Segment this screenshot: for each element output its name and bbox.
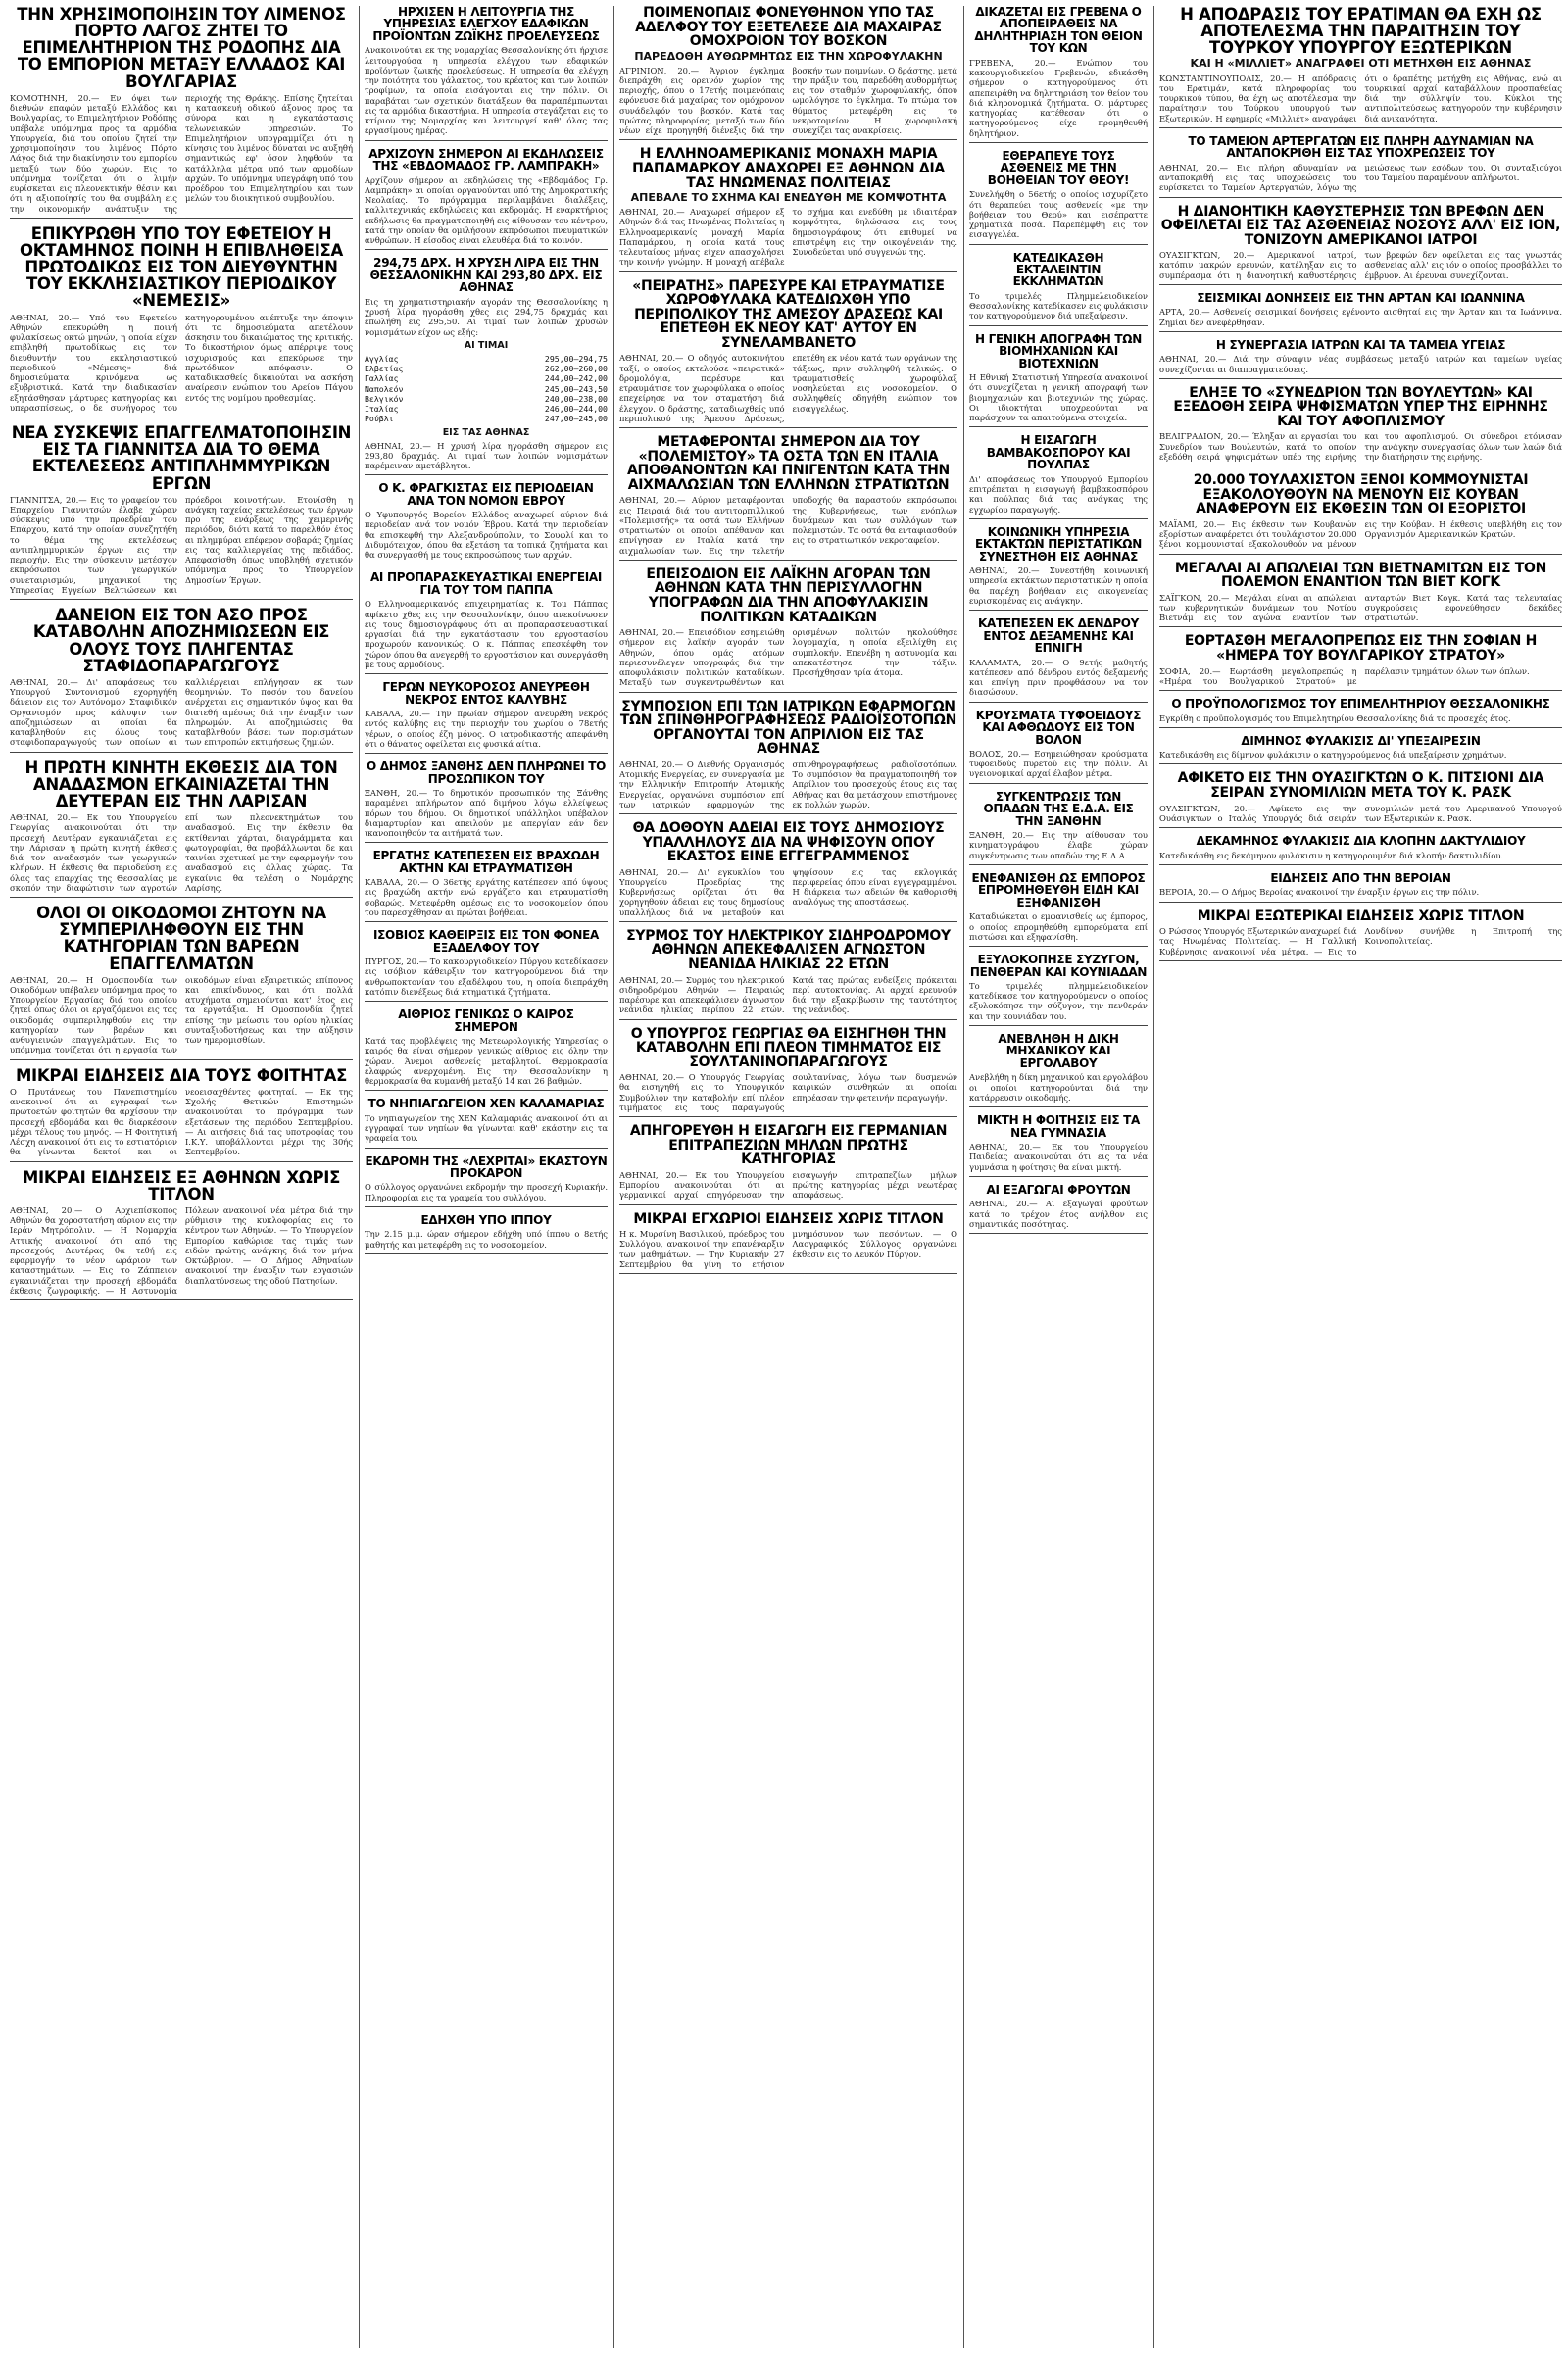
article <box>365 850 608 922</box>
article <box>10 905 353 1060</box>
price-value: 247,00—245,00 <box>544 414 608 424</box>
article-divider <box>365 1001 608 1002</box>
article-headline: ΑΙ ΕΞΑΓΩΓΑΙ ΦΡΟΥΤΩΝ <box>986 1182 1131 1197</box>
article-divider <box>969 946 1148 947</box>
column-rule <box>963 6 964 2348</box>
article-divider <box>969 426 1148 427</box>
article-divider <box>365 753 608 754</box>
article <box>10 1067 353 1162</box>
article-divider <box>365 921 608 922</box>
article-headline: ΑΙΘΡΙΟΣ ΓΕΝΙΚΩΣ Ο ΚΑΙΡΟΣ ΣΗΜΕΡΟΝ <box>398 1007 574 1034</box>
article <box>619 821 957 922</box>
article <box>619 929 957 1020</box>
article-body: Δι' αποφάσεως του Υπουργού Εμπορίου επιτρέπεται η εισαγωγή βαμβακοσπόρου και πούλπας διά τας ανάγκας της εγχωρίου παραγωγής. <box>969 473 1148 515</box>
article-headline: 20.000 ΤΟΥΛΑΧΙΣΤΟΝ ΞΕΝΟΙ ΚΟΜΜΟΥΝΙΣΤΑΙ ΕΞΑΚΟΛΟΥΘΟΥΝ ΝΑ ΜΕΝΟΥΝ ΕΙΣ ΚΟΥΒΑΝ ΑΝΑΦΕΡΟΥΝ ΕΙΣ ΕΚΘΕΣΙΝ ΤΩΝ ΟΙ ΕΞΟΡΙΣΤΟΙ <box>1193 472 1529 517</box>
article-body: Εγκρίθη ο προϋπολογισμός του Επιμελητηρίου Θεσσαλονίκης διά το προσεχές έτος. <box>1159 712 1511 723</box>
article-subheadline: ΚΑΙ Η «ΜΙΛΛΙΕΤ» ΑΝΑΓΡΑΦΕΙ ΟΤΙ ΜΕΤΗΧΘΗ ΕΙΣ ΑΘΗΝΑΣ <box>1190 57 1532 71</box>
column-1 <box>10 6 353 2348</box>
article-body: ΑΘΗΝΑΙ, 20.— Συνεστήθη κοινωνική υπηρεσία εκτάκτων περιστατικών η οποία θα παρέχη βοήθειαν εις οικογενείας ευρισκομένας εις ανάγκην. <box>969 565 1148 606</box>
article-headline: Η ΕΛΛΗΝΟΑΜΕΡΙΚΑΝΙΣ ΜΟΝΑΧΗ ΜΑΡΙΑ ΠΑΠΑΜΑΡΚΟΥ ΑΝΑΧΩΡΕΙ ΕΞ ΑΘΗΝΩΝ ΔΙΑ ΤΑΣ ΗΝΩΜΕΝΑΣ ΠΟΛΙΤΕΙΑΣ <box>632 146 945 191</box>
article <box>1159 835 1562 865</box>
article-body: Αρχίζουν σήμερον αι εκδηλώσεις της «Εβδομάδος Γρ. Λαμπράκη» αι οποίαι οργανούνται υπό της Δημοκρατικής Νεολαίας. Το πρόγραμμα περιλαμβάνει διαλέξεις, καλλιτεχνικάς εκδηλώσεις και εκδρομάς. Η εναρκτήριος εκδήλωσις θα πραγματοποιηθή εις αίθουσαν του κέντρου, κατά την οποίαν θα ομιλήσουν εκπρόσωποι πνευματικών ανθρώπων. Η είσοδος είναι ελευθέρα διά το κοινόν. <box>365 174 608 246</box>
article-body: ΑΘΗΝΑΙ, 20.— Εκ του Υπουργείου Γεωργίας ανακοινούται ότι την προσεχή Δευτέραν εγκαινιάζεται εις την Λάρισαν η πρώτη κινητή έκθεσις διά τον αναδασμόν των γεωργικών κλήρων. Η έκθεσις θα περιοδεύση εις όλας τας επαρχίας της Θεσσαλίας με σκοπόν την διαφώτισιν των αγροτών επί των πλεονεκτημάτων του αναδασμού. Εις την έκθεσιν θα εκτίθενται χάρται, διαγράμματα και φωτογραφίαι, θα προβάλλωνται δε και ταινίαι σχετικαί με την εφαρμογήν του αναδασμού εις άλλας χώρας. Τα εγκαίνια θα τελέση ο Νομάρχης Λαρίσης. <box>10 812 353 893</box>
article-headline: Η ΓΕΝΙΚΗ ΑΠΟΓΡΑΦΗ ΤΩΝ ΒΙΟΜΗΧΑΝΙΩΝ ΚΑΙ ΒΙΟΤΕΧΝΙΩΝ <box>975 331 1142 370</box>
article <box>969 954 1148 1026</box>
article-body: ΑΡΤΑ, 20.— Ασθενείς σεισμικαί δονήσεις εγένοντο αισθηταί εις την Άρταν και τα Ιωάννινα. Ζημίαι δεν ανεφέρθησαν. <box>1159 307 1562 327</box>
article-divider <box>969 702 1148 703</box>
article <box>619 567 957 693</box>
article-headline: ΣΥΓΚΕΝΤΡΩΣΙΣ ΤΩΝ ΟΠΑΔΩΝ ΤΗΣ Ε.Δ.Α. ΕΙΣ ΤΗΝ ΞΑΝΘΗΝ <box>983 789 1134 828</box>
article-divider <box>365 673 608 674</box>
article <box>619 1212 957 1275</box>
article <box>365 482 608 564</box>
article-body: ΞΑΝΘΗ, 20.— Το δημοτικόν προσωπικόν της Ξάνθης παραμένει απλήρωτον από διμήνου λόγω ελλείψεως πόρων του δήμου. Οι δημοτικοί υπάλληλοι υπέβαλον διαμαρτυρίαν και απειλούν με απεργίαν εάν δεν ικανοποιηθούν τα αιτήματά των. <box>365 788 608 838</box>
article-headline: Η ΠΡΩΤΗ ΚΙΝΗΤΗ ΕΚΘΕΣΙΣ ΔΙΑ ΤΟΝ ΑΝΑΔΑΣΜΟΝ ΕΓΚΑΙΝΙΑΖΕΤΑΙ ΤΗΝ ΔΕΥΤΕΡΑΝ ΕΙΣ ΤΗΝ ΛΑΡΙΣΑΝ <box>24 758 338 810</box>
article-headline: ΔΙΚΑΖΕΤΑΙ ΕΙΣ ΓΡΕΒΕΝΑ Ο ΑΠΟΠΕΙΡΑΘΕΙΣ ΝΑ ΔΗΛΗΤΗΡΙΑΣΗ ΤΟΝ ΘΕΙΟΝ ΤΟΥ ΚΩΝ <box>974 6 1143 56</box>
article-body: ΑΘΗΝΑΙ, 20.— Ο Υπουργός Γεωργίας θα εισηγηθή εις το Υπουργικόν Συμβούλιον την καταβολήν επί πλέον τιμήματος εις τους παραγωγούς σουλτανίνας, λόγω των δυσμενών καιρικών συνθηκών αι οποίαι επηρέασαν την φετεινήν παραγωγήν. <box>619 1072 957 1112</box>
article-divider <box>1159 763 1562 764</box>
article <box>969 710 1148 784</box>
article-headline: ΜΙΚΡΑΙ ΕΞΩΤΕΡΙΚΑΙ ΕΙΔΗΣΕΙΣ ΧΩΡΙΣ ΤΙΤΛΟΝ <box>1197 907 1525 924</box>
price-value: 240,00—238,00 <box>544 393 608 404</box>
article-body: ΞΑΝΘΗ, 20.— Εις την αίθουσαν του κινηματογράφου έλαβε χώραν συγκέντρωσις των οπαδών της Ε.Δ.Α. <box>969 830 1148 860</box>
article-headline: ΤΗΝ ΧΡΗΣΙΜΟΠΟΙΗΣΙΝ ΤΟΥ ΛΙΜΕΝΟΣ ΠΟΡΤΟ ΛΑΓΟΣ ΖΗΤΕΙ ΤΟ ΕΠΙΜΕΛΗΤΗΡΙΟΝ ΤΗΣ ΡΟΔΟΠΗΣ ΔΙΑ ΤΟ ΕΜΠΟΡΙΟΝ ΜΕΤΑΞΥ ΕΛΛΑΔΟΣ ΚΑΙ ΒΟΥΛΓΑΡΙΑΣ <box>17 6 346 91</box>
article-headline: ΕΛΗΞΕ ΤΟ «ΣΥΝΕΔΡΙΟΝ ΤΩΝ ΒΟΥΛΕΥΤΩΝ» ΚΑΙ ΕΞΕΔΟΘΗ ΣΕΙΡΑ ΨΗΦΙΣΜΑΤΩΝ ΥΠΕΡ ΤΗΣ ΕΙΡΗΝΗΣ ΚΑΙ ΤΟΥ ΑΦΟΠΛΙΣΜΟΥ <box>1173 384 1548 429</box>
price-row <box>365 364 608 373</box>
article-divider <box>10 599 353 600</box>
article-divider <box>1159 902 1562 903</box>
article-headline: Ο Κ. ΦΡΑΓΚΙΣΤΑΣ ΕΙΣ ΠΕΡΙΟΔΕΙΑΝ ΑΝΑ ΤΟΝ ΝΟΜΟΝ ΕΒΡΟΥ <box>378 481 594 508</box>
article-body: ΑΘΗΝΑΙ, 20.— Αι εξαγωγαί φρούτων κατά το τρέχον έτος ανήλθον εις σημαντικάς ποσότητας. <box>969 1199 1148 1229</box>
article-headline: Ο ΥΠΟΥΡΓΟΣ ΓΕΩΡΓΙΑΣ ΘΑ ΕΙΣΗΓΗΘΗ ΤΗΝ ΚΑΤΑΒΟΛΗΝ ΕΠΙ ΠΛΕΟΝ ΤΙΜΗΜΑΤΟΣ ΕΙΣ ΣΟΥΛΤΑΝΙΝΟΠΑΡΑΓΩΓΟΥΣ <box>630 1025 947 1070</box>
article-headline: 294,75 ΔΡΧ. Η ΧΡΥΣΗ ΛΙΡΑ ΕΙΣ ΤΗΝ ΘΕΣΣΑΛΟΝΙΚΗΝ ΚΑΙ 293,80 ΔΡΧ. ΕΙΣ ΑΘΗΝΑΣ <box>369 256 603 295</box>
newspaper-page <box>10 6 1562 2348</box>
article-headline: ΕΟΡΤΑΣΘΗ ΜΕΓΑΛΟΠΡΕΠΩΣ ΕΙΣ ΤΗΝ ΣΟΦΙΑΝ Η «ΗΜΕΡΑ ΤΟΥ ΒΟΥΛΓΑΡΙΚΟΥ ΣΤΡΑΤΟΥ» <box>1184 633 1538 663</box>
article-headline: ΕΠΙΚΥΡΩΘΗ ΥΠΟ ΤΟΥ ΕΦΕΤΕΙΟΥ Η ΟΚΤΑΜΗΝΟΣ ΠΟΙΝΗ Η ΕΠΙΒΛΗΘΕΙΣΑ ΠΡΩΤΟΔΙΚΩΣ ΕΙΣ ΤΟΝ ΔΙΕΥΘΥΝΤΗΝ ΤΟΥ ΕΚΚΛΗΣΙΑΣΤΙΚΟΥ ΠΕΡΙΟΔΙΚΟΥ «ΝΕΜΕΣΙΣ» <box>20 223 343 311</box>
article-headline: ΓΕΡΩΝ ΝΕΥΚΟΡΟΣΟΣ ΑΝΕΥΡΕΘΗ ΝΕΚΡΟΣ ΕΝΤΟΣ ΚΑΛΥΒΗΣ <box>382 680 590 707</box>
article-body: Την 2.15 μ.μ. ώραν σήμερον εδήχθη υπό ίππου ο 8ετής μαθητής και μετεφέρθη εις το νοσοκομείον. <box>365 1229 608 1250</box>
article-divider <box>365 474 608 475</box>
article-divider <box>969 1025 1148 1026</box>
article-body: ΑΘΗΝΑΙ, 20.— Συρμός του ηλεκτρικού σιδηροδρόμου Αθηνών — Πειραιώς παρέσυρε και απεκεφάλισεν άγνωστον νεάνιδα ηλικίας περίπου 22 ετών. Κατά τας πρώτας ενδείξεις πρόκειται περί αυτοκτονίας. Αι αρχαί ερευνούν διά την εξακρίβωσιν της ταυτότητος της νεάνιδος. <box>619 974 957 1015</box>
article-divider <box>619 1204 957 1205</box>
article-headline: Η ΑΠΟΔΡΑΣΙΣ ΤΟΥ ΕΡΑΤΙΜΑΝ ΘΑ ΕΧΗ ΩΣ ΑΠΟΤΕΛΕΣΜΑ ΤΗΝ ΠΑΡΑΙΤΗΣΙΝ ΤΟΥ ΤΟΥΡΚΟΥ ΥΠΟΥΡΓΟΥ ΕΞΩΤΕΡΙΚΩΝ <box>1180 6 1542 58</box>
article <box>619 435 957 561</box>
article <box>1159 634 1562 691</box>
article-headline: ΘΑ ΔΟΘΟΥΝ ΑΔΕΙΑΙ ΕΙΣ ΤΟΥΣ ΔΗΜΟΣΙΟΥΣ ΥΠΑΛΛΗΛΟΥΣ ΔΙΑ ΝΑ ΨΗΦΙΣΟΥΝ ΟΠΟΥ ΕΚΑΣΤΟΣ ΕΙΝΕ ΕΓΓΕΓΡΑΜΜΕΝΟΣ <box>632 820 945 865</box>
article-headline: ΚΑΤΕΠΕΣΕΝ ΕΚ ΔΕΝΔΡΟΥ ΕΝΤΟΣ ΔΕΞΑΜΕΝΗΣ ΚΑΙ ΕΠΝΙΓΗ <box>978 616 1139 656</box>
article <box>969 434 1148 518</box>
article-divider <box>969 244 1148 245</box>
article-headline: ΔΙΜΗΝΟΣ ΦΥΛΑΚΙΣΙΣ ΔΙ' ΥΠΕΞΑΙΡΕΣΙΝ <box>1241 733 1481 748</box>
article <box>619 1124 957 1204</box>
column-rule <box>613 6 614 2348</box>
article-body: ΑΘΗΝΑΙ, 20.— Εκ του Υπουργείου Παιδείας ανακοινούται ότι εις τα νέα γυμνάσια η φοίτησις θα είναι μικτή. <box>969 1142 1148 1172</box>
article-divider <box>10 752 353 753</box>
price-coin-name: Αγγλίας <box>365 353 399 364</box>
article-divider <box>619 1116 957 1117</box>
article-headline: ΑΠΗΓΟΡΕΥΘΗ Η ΕΙΣΑΓΩΓΗ ΕΙΣ ΓΕΡΜΑΝΙΑΝ ΕΠΙΤΡΑΠΕΖΙΩΝ ΜΗΛΩΝ ΠΡΩΤΗΣ ΚΑΤΗΓΟΡΙΑΣ <box>629 1123 948 1168</box>
article-headline: Η ΣΥΝΕΡΓΑΣΙΑ ΙΑΤΡΩΝ ΚΑΙ ΤΑ ΤΑΜΕΙΑ ΥΓΕΙΑΣ <box>1215 337 1506 352</box>
article-divider <box>619 1019 957 1020</box>
article-body: ΑΘΗΝΑΙ, 20.— Η Ομοσπονδία των Οικοδόμων υπέβαλεν υπόμνημα προς το Υπουργείον Εργασίας διά του οποίου ζητεί όπως όλοι οι εργαζόμενοι εις τας οικοδομάς συμπεριληφθούν εις την κατηγορίαν των βαρέων και ανθυγιεινών επαγγελμάτων. Εις το υπόμνημα τονίζεται ότι η εργασία των οικοδόμων είναι εξαιρετικώς επίπονος και επικίνδυνος, και ότι πολλά ατυχήματα σημειούνται κατ' έτος εις τα εργοτάξια. Η Ομοσπονδία ζητεί επίσης την μείωσιν του ορίου ηλικίας συνταξιοδοτήσεως και την αύξησιν των ημερομισθίων. <box>10 974 353 1055</box>
article <box>969 617 1148 702</box>
article <box>365 6 608 141</box>
price-value: 295,00—294,75 <box>544 353 608 364</box>
price-coin-name: Ρούβλι <box>365 414 394 424</box>
article <box>1159 473 1562 554</box>
article <box>969 150 1148 245</box>
article <box>969 252 1148 326</box>
article-divider <box>1159 554 1562 555</box>
article-headline: ΚΡΟΥΣΜΑΤΑ ΤΥΦΟΕΙΔΟΥΣ ΚΑΙ ΑΦΘΩΔΟΥΣ ΕΙΣ ΤΟΝ ΒΟΛΟΝ <box>975 708 1142 747</box>
price-coin-name: Ναπολεόν <box>365 383 404 394</box>
article-divider <box>10 1299 353 1300</box>
article <box>365 1008 608 1091</box>
price-value: 246,00—244,00 <box>544 404 608 414</box>
article <box>969 791 1148 865</box>
article <box>1159 6 1562 128</box>
article-headline: ΤΟ ΝΗΠΙΑΓΩΓΕΙΟΝ ΧΕΝ ΚΑΛΑΜΑΡΙΑΣ <box>368 1097 605 1111</box>
article-divider <box>969 325 1148 326</box>
article-body: ΒΕΛΙΓΡΑΔΙΟΝ, 20.— Έληξαν αι εργασίαι του Συνεδρίου των Βουλευτών, κατά το οποίον εξεδόθη σειρά ψηφισμάτων υπέρ της ειρήνης και του αφοπλισμού. Οι σύνεδροι ετόνισαν την ανάγκην συνεργασίας όλων των λαών διά την διατήρησιν της ειρήνης. <box>1159 431 1562 462</box>
article-headline: ΔΕΚΑΜΗΝΟΣ ΦΥΛΑΚΙΣΙΣ ΔΙΑ ΚΛΟΠΗΝ ΔΑΚΤΥΛΙΔΙΟΥ <box>1196 834 1526 849</box>
price-coin-name: Βελγικόν <box>365 393 404 404</box>
article-headline: ΜΙΚΤΗ Η ΦΟΙΤΗΣΙΣ ΕΙΣ ΤΑ ΝΕΑ ΓΥΜΝΑΣΙΑ <box>976 1113 1141 1140</box>
article <box>619 6 957 140</box>
column-rule <box>359 6 360 2348</box>
article-divider <box>10 1161 353 1162</box>
article-headline: ΕΞΥΛΟΚΟΠΗΣΕ ΣΥΖΥΓΟΝ, ΠΕΝΘΕΡΑΝ ΚΑΙ ΚΟΥΝΙΑΔΑΝ <box>969 953 1148 979</box>
article-headline: ΕΙΔΗΣΕΙΣ ΑΠΟ ΤΗΝ ΒΕΡΟΙΑΝ <box>1270 870 1451 885</box>
price-row <box>365 354 608 364</box>
price-value: 245,00—243,50 <box>544 383 608 394</box>
article-headline: ΝΕΑ ΣΥΣΚΕΨΙΣ ΕΠΑΓΓΕΛΜΑΤΟΠΟΙΗΣΙΝ ΕΙΣ ΤΑ ΓΙΑΝΝΙΤΣΑ ΔΙΑ ΤΟ ΘΕΜΑ ΕΚΤΕΛΕΣΕΩΣ ΑΝΤΙΠΛΗΜΜΥΡΙΚΩΝ ΕΡΓΩΝ <box>11 423 352 493</box>
article-divider <box>1159 690 1562 691</box>
article-divider <box>969 1233 1148 1234</box>
article-divider <box>619 692 957 693</box>
article-body: ΚΑΒΑΛΑ, 20.— Ο 36ετής εργάτης κατέπεσεν από ύψους εις βραχώδη ακτήν ενώ εργάζετο και ετραυματίσθη σοβαρώς. Μετεφέρθη αμέσως εις το νοσοκομείον όπου του παρεσχέθησαν αι πρώται βοήθειαι. <box>365 877 608 917</box>
article <box>1159 135 1562 198</box>
article-body: ΚΟΜΟΤΗΝΗ, 20.— Εν όψει των διεθνών επαφών μεταξύ Ελλάδος και Βουλγαρίας, το Επιμελητήριον Ροδόπης υπέβαλε υπόμνημα προς τα αρμόδια Υπουργεία, διά του οποίου ζητεί την χρησιμοποίησιν του λιμένος Πόρτο Λάγος διά την διακίνησιν του εμπορίου μεταξύ των δύο χωρών. Εις το υπόμνημα τονίζεται ότι ο λιμήν ευρίσκεται εις πλεονεκτικήν θέσιν και ότι η αξιοποίησίς του θα συμβάλη εις την οικονομικήν ανάπτυξιν της περιοχής της Θράκης. Επίσης ζητείται η κατασκευή οδικού άξονος προς τα σύνορα και η εγκατάστασις τελωνειακών υπηρεσιών. Το Επιμελητήριον υπογραμμίζει ότι η κίνησις του λιμένος δύναται να αυξηθή σημαντικώς εφ' όσον ληφθούν τα κατάλληλα μέτρα υπό των αρμοδίων αρχών. Το υπόμνημα υπεγράφη υπό του προέδρου του Επιμελητηρίου και των μελών του διοικητικού συμβουλίου. <box>10 92 353 214</box>
article-divider <box>969 1106 1148 1107</box>
article-body: Ο Ρώσσος Υπουργός Εξωτερικών αναχωρεί διά τας Ηνωμένας Πολιτείας. — Η Γαλλική Κυβέρνησις ανακοινοί νέα μέτρα. — Εις το Λονδίνον συνήλθε η Επιτροπή της Κοινοπολιτείας. <box>1159 926 1562 956</box>
article-body: ΑΘΗΝΑΙ, 20.— Επεισόδιον εσημειώθη σήμερον εις λαϊκήν αγοράν των Αθηνών, όπου ομάς ατόμων περιεσυνέλεγεν υπογραφάς διά την αποφυλάκισιν πολιτικών καταδίκων. Μεταξύ των συγκεντρωθέντων και ορισμένων πολιτών ηκολούθησε λογομαχία, η οποία εξειλίχθη εις συμπλοκήν. Επενέβη η αστυνομία και απεκατέστησε την τάξιν. Προσήχθησαν τρία άτομα. <box>619 627 957 688</box>
article-body: ΑΓΡΙΝΙΟΝ, 20.— Άγριον έγκλημα διεπράχθη εις ορεινόν χωρίον της περιοχής, όπου ο 17ετής ποιμενόπαις εφόνευσε διά μαχαίρας τον ομόχρονον συνάδελφόν του βοσκόν. Κατά τας πρώτας πληροφορίας, μεταξύ των δύο νέων είχε προηγηθή διένεξις διά την βοσκήν των ποιμνίων. Ο δράστης, μετά την πράξιν του, παρεδόθη αυθορμήτως εις τον σταθμόν χωροφυλακής, όπου ωμολόγησε το έγκλημα. Το πτώμα του θύματος μετεφέρθη εις το νεκροτομείον. Η χωροφυλακή συνεχίζει τας ανακρίσεις. <box>619 65 957 136</box>
article-body: ΑΘΗΝΑΙ, 20.— Ο Διεθνής Οργανισμός Ατομικής Ενεργείας, εν συνεργασία με την Ελληνικήν Επιτροπήν Ατομικής Ενεργείας, οργανώνει συμπόσιον επί των ιατρικών εφαρμογών της σπινθηρογραφήσεως ραδιοϊσοτόπων. Το συμπόσιον θα πραγματοποιηθή τον Απρίλιον του προσεχούς έτους εις τας Αθήνας και θα μετάσχουν επιστήμονες εκ πολλών χωρών. <box>619 759 957 809</box>
article-divider <box>1159 864 1562 865</box>
column-4 <box>969 6 1148 2348</box>
article-headline: ΜΙΚΡΑΙ ΕΓΧΩΡΙΟΙ ΕΙΔΗΣΕΙΣ ΧΩΡΙΣ ΤΙΤΛΟΝ <box>633 1210 944 1227</box>
article-divider <box>619 139 957 140</box>
article <box>969 872 1148 947</box>
article-body: ΓΙΑΝΝΙΤΣΑ, 20.— Εις το γραφείον του Επαρχείου Γιαννιτσών έλαβε χώραν σύσκεψις υπό την προεδρίαν του Επάρχου, κατά την οποίαν συνεζητήθη το θέμα της εκτελέσεως αντιπλημμυρικών έργων εις την περιοχήν. Εις την σύσκεψιν μετέσχον εκπρόσωποι των γεωργικών συνεταιρισμών, μηχανικοί της Υπηρεσίας Εγγείων Βελτιώσεων και πρόεδροι κοινοτήτων. Ετονίσθη η ανάγκη ταχείας εκτελέσεως των έργων προ της ενάρξεως της χειμερινής περιόδου, διότι κατά το παρελθόν έτος αι πλημμύραι επέφερον σοβαράς ζημίας εις τας καλλιεργείας της πεδιάδος. Απεφασίσθη όπως υποβληθή σχετικόν υπόμνημα προς το Υπουργείον Δημοσίων Έργων. <box>10 494 353 595</box>
article-headline: ΑΦΙΚΕΤΟ ΕΙΣ ΤΗΝ ΟΥΑΣΙΓΚΤΩΝ Ο Κ. ΠΙΤΣΙΟΝΙ ΔΙΑ ΣΕΙΡΑΝ ΣΥΝΟΜΙΛΙΩΝ ΜΕΤΑ ΤΟΥ Κ. ΡΑΣΚ <box>1177 770 1544 802</box>
article <box>1159 909 1562 961</box>
article-body: Ο Υφυπουργός Βορείου Ελλάδος αναχωρεί αύριον διά περιοδείαν ανά τον νομόν Έβρου. Κατά την περιοδείαν θα επισκεφθή την Αλεξανδρούπολιν, το Σουφλί και το Διδυμότειχον, όπου θα εξετάση τα τοπικά ζητήματα και θα συνεργασθή με τους εκπροσώπους των αρχών. <box>365 510 608 561</box>
article-divider <box>619 921 957 922</box>
article-divider <box>1159 727 1562 728</box>
article <box>969 1114 1148 1177</box>
article <box>619 279 957 428</box>
article-body: ΚΑΛΑΜΑΤΑ, 20.— Ο 9ετής μαθητής κατέπεσεν από δένδρου εντός δεξαμενής και επνίγη πριν προφθάσουν να τον διασώσουν. <box>969 657 1148 698</box>
article-divider <box>365 1206 608 1207</box>
article-divider <box>365 140 608 141</box>
article <box>1159 339 1562 379</box>
article-divider <box>1159 626 1562 627</box>
article-body: ΓΡΕΒΕΝΑ, 20.— Ενώπιον του κακουργιοδικείου Γρεβενών, εδικάσθη σήμερον ο κατηγορούμενος ότι απεπειράθη να δηλητηριάση τον θείον του διά κληρονομικά ζητήματα. Οι μάρτυρες κατηγορίας κατέθεσαν ότι ο κατηγορούμενος είχε προμηθευθή δηλητήριον. <box>969 57 1148 138</box>
article-divider <box>365 842 608 843</box>
article-body: ΠΥΡΓΟΣ, 20.— Το κακουργιοδικείον Πύργου κατεδίκασεν εις ισόβιον κάθειρξιν τον κατηγορούμενον διά την ανθρωποκτονίαν του εξαδέλφου του, η οποία διεπράχθη κατόπιν διενέξεως διά κτηματικά ζητήματα. <box>365 956 608 997</box>
article-headline: ΣΕΙΣΜΙΚΑΙ ΔΟΝΗΣΕΙΣ ΕΙΣ ΤΗΝ ΑΡΤΑΝ ΚΑΙ ΙΩΑΝΝΙΝΑ <box>1197 290 1525 305</box>
article-headline: ΕΝΕΦΑΝΙΣΘΗ ΩΣ ΕΜΠΟΡΟΣ ΕΠΡΟΜΗΘΕΥΘΗ ΕΙΔΗ ΚΑΙ ΕΞΗΦΑΝΙΣΘΗ <box>971 870 1146 909</box>
price-coin-name: Ιταλίας <box>365 404 399 414</box>
article-body: Η Εθνική Στατιστική Υπηρεσία ανακοινοί ότι συνεχίζεται η γενική απογραφή των βιομηχανιών και βιοτεχνιών της χώρας. Οι ιδιοκτήται υποχρεούνται να παράσχουν τα απαιτούμενα στοιχεία. <box>969 372 1148 423</box>
article <box>969 1033 1148 1107</box>
article <box>365 1214 608 1254</box>
article-headline: ΜΙΚΡΑΙ ΕΙΔΗΣΕΙΣ ΔΙΑ ΤΟΥΣ ΦΟΙΤΗΤΑΣ <box>15 1065 348 1085</box>
article <box>10 6 353 219</box>
article-body: Το τριμελές πλημμελειοδικείον κατεδίκασε τον κατηγορούμενον ο οποίος εξυλοκόπησε την σύζυγον, την πενθεράν και την κουνιάδαν του. <box>969 980 1148 1021</box>
article-headline: Ο ΠΡΟΫΠΟΛΟΓΙΣΜΟΣ ΤΟΥ ΕΠΙΜΕΛΗΤΗΡΙΟΥ ΘΕΣΣΑΛΟΝΙΚΗΣ <box>1171 697 1550 711</box>
article <box>365 148 608 251</box>
article-divider <box>1159 284 1562 285</box>
article-divider <box>1159 197 1562 198</box>
article <box>619 147 957 271</box>
article <box>1159 771 1562 828</box>
article <box>365 257 608 475</box>
article-body: Το τριμελές Πλημμελειοδικείον Θεσσαλονίκης κατεδίκασεν εις φυλάκισιν τον κατηγορούμενον διά υπεξαίρεσιν. <box>969 290 1148 321</box>
article-body: ΑΘΗΝΑΙ, 20.— Εκ του Υπουργείου Εμπορίου ανακοινούται ότι αι γερμανικαί αρχαί απηγόρευσαν την εισαγωγήν επιτραπεζίων μήλων πρώτης κατηγορίας μέχρι νεωτέρας αποφάσεως. <box>619 1169 957 1201</box>
article <box>969 6 1148 143</box>
price-value: 262,00—260,00 <box>544 364 608 373</box>
article-body: ΜΑΪΑΜΙ, 20.— Εις έκθεσιν των Κουβανών εξορίστων αναφέρεται ότι τουλάχιστον 20.000 ξένοι κομμουνισταί εξακολουθούν να μένουν εις την Κούβαν. Η έκθεσις υπεβλήθη εις τον Οργανισμόν Αμερικανικών Κρατών. <box>1159 518 1562 550</box>
price-row <box>365 404 608 414</box>
article <box>365 1098 608 1148</box>
article-headline: ΕΡΓΑΤΗΣ ΚΑΤΕΠΕΣΕΝ ΕΙΣ ΒΡΑΧΩΔΗ ΑΚΤΗΝ ΚΑΙ ΕΤΡΑΥΜΑΤΙΣΘΗ <box>372 849 600 875</box>
article-body: ΑΘΗΝΑΙ, 20.— Αναχωρεί σήμερον εξ Αθηνών διά τας Ηνωμένας Πολιτείας η Ελληνοαμερικανίς μοναχή Μαρία Παπαμάρκου, η οποία κατά τους τελευταίους μήνας είχεν απασχολήσει την κοινήν γνώμην. Η μοναχή απέβαλε το σχήμα και ενεδύθη με ιδιαιτέραν κομψότητα, δηλώσασα εις τους δημοσιογράφους ότι επιθυμεί να επιστρέψη εις την οικογένειάν της. Συνοδεύεται υπό συγγενών της. <box>619 207 957 268</box>
article-divider <box>365 249 608 250</box>
article-headline: ΑΙ ΠΡΟΠΑΡΑΣΚΕΥΑΣΤΙΚΑΙ ΕΝΕΡΓΕΙΑΙ ΓΙΑ ΤΟΥ ΤΟΜ ΠΑΠΠΑ <box>369 570 603 597</box>
article <box>365 1155 608 1207</box>
article-body: ΒΟΛΟΣ, 20.— Εσημειώθησαν κρούσματα τυφοειδούς πυρετού εις την πόλιν. Αι υγειονομικαί αρχαί έλαβον μέτρα. <box>969 748 1148 779</box>
article-divider <box>10 1059 353 1060</box>
article <box>1159 386 1562 466</box>
article-body: ΑΘΗΝΑΙ, 20.— Αύριον μεταφέρονται εις Πειραιά διά του αντιτορπιλλικού «Πολεμιστής» τα οστά των Ελλήνων στρατιωτών οι οποίοι απέθανον και επνίγησαν εν Ιταλία κατά την αιχμαλωσίαν των. Εις την τελετήν υποδοχής θα παραστούν εκπρόσωποι της Κυβερνήσεως, των ενόπλων δυνάμεων και των συλλόγων των πολεμιστών. Τα οστά θα ενταφιασθούν εις το στρατιωτικόν νεκροταφείον. <box>619 495 957 556</box>
article-body: ΑΘΗΝΑΙ, 20.— Ο Αρχιεπίσκοπος Αθηνών θα χοροστατήση αύριον εις την Ιεράν Μητρόπολιν. — Η Νομαρχία Αττικής ανακοινοί ότι από της προσεχούς Δευτέρας θα τεθή εις εφαρμογήν το νέον ωράριον των καταστημάτων. — Εις το Ζάππειον εγκαινιάζεται την προσεχή εβδομάδα έκθεσις ζωγραφικής. — Η Αστυνομία Πόλεων ανακοινοί νέα μέτρα διά την ρύθμισιν της κυκλοφορίας εις το κέντρον των Αθηνών. — Το Υπουργείον Εμπορίου καθώρισε τας τιμάς των ειδών πρώτης ανάγκης διά τον μήνα Οκτώβριον. — Ο Δήμος Αθηναίων ανακοινοί την έναρξιν των εργασιών διαπλατύνσεως της οδού Πατησίων. <box>10 1204 353 1296</box>
article-body: ΑΘΗΝΑΙ, 20.— Η χρυσή λίρα ηγοράσθη σήμερον εις 293,80 δραχμάς. Αι τιμαί των λοιπών νομισμάτων παρέμειναν αμετάβλητοι. <box>365 440 608 470</box>
article-body: Εις τη χρηματιστηριακήν αγοράν της Θεσσαλονίκης η χρυσή λίρα ηγοράσθη χθες εις 294,75 δραχμάς και επωλήθη εις 295,50. Αι τιμαί των λοιπών χρυσών νομισμάτων είχον ως εξής: <box>365 296 608 337</box>
article-body: Κατά τας προβλέψεις της Μετεωρολογικής Υπηρεσίας ο καιρός θα είναι σήμερον γενικώς αίθριος εις όλην την χώραν. Άνεμοι ασθενείς μεταβλητοί. Θερμοκρασία ελαφρώς ανερχομένη. Εις την Θεσσαλονίκην η θερμοκρασία θα κυμανθή μεταξύ 14 και 26 βαθμών. <box>365 1036 608 1087</box>
article-body: ΟΥΑΣΙΓΚΤΩΝ, 20.— Αμερικανοί ιατροί, κατόπιν μακρών ερευνών, κατέληξαν εις το συμπέρασμα ότι η διανοητική καθυστέρησις των βρεφών δεν οφείλεται εις τας γνωστάς ασθενείας αλλ' εις ιόν ο οποίος προσβάλλει το έμβρυον. Αι έρευναι συνεχίζονται. <box>1159 250 1562 280</box>
article-body: ΚΩΝΣΤΑΝΤΙΝΟΥΠΟΛΙΣ, 20.— Η απόδρασις του Ερατιμάν, κατά πληροφορίας του τουρκικού τύπου, θα έχη ως αποτέλεσμα την παραίτησιν του Τούρκου υπουργού των Εξωτερικών. Η εφημερίς «Μιλλιέτ» αναγράφει ότι ο δραπέτης μετήχθη εις Αθήνας, ενώ αι τουρκικαί αρχαί καταβάλλουν προσπαθείας διά την σύλληψίν του. Κύκλοι της αντιπολιτεύσεως κατηγορούν την κυβέρνησιν διά ανικανότητα. <box>1159 73 1562 123</box>
article-body: Κατεδικάσθη εις δίμηνον φυλάκισιν ο κατηγορούμενος διά υπεξαίρεσιν χρημάτων. <box>1159 750 1507 760</box>
article-headline: ΟΛΟΙ ΟΙ ΟΙΚΟΔΟΜΟΙ ΖΗΤΟΥΝ ΝΑ ΣΥΜΠΕΡΙΛΗΦΘΟΥΝ ΕΙΣ ΤΗΝ ΚΑΤΗΓΟΡΙΑΝ ΤΩΝ ΒΑΡΕΩΝ ΕΠΑΓΓΕΛΜΑΤΩΝ <box>36 904 326 973</box>
article-divider <box>969 864 1148 865</box>
article <box>10 760 353 898</box>
article-headline: ΕΠΕΙΣΟΔΙΟΝ ΕΙΣ ΛΑΪΚΗΝ ΑΓΟΡΑΝ ΤΩΝ ΑΘΗΝΩΝ ΚΑΤΑ ΤΗΝ ΠΕΡΙΣΥΛΛΟΓΗΝ ΥΠΟΓΡΑΦΩΝ ΔΙΑ ΤΗΝ ΑΠΟΦΥΛΑΚΙΣΙΝ ΠΟΛΙΤΙΚΩΝ ΚΑΤΑΔΙΚΩΝ <box>646 565 931 625</box>
article-divider <box>1159 378 1562 379</box>
article-body: Το νηπιαγωγείον της ΧΕΝ Καλαμαριάς ανακοινοί ότι αι εγγραφαί των νηπίων θα γίνωνται καθ' εκάστην εις τα γραφεία του. <box>365 1112 608 1144</box>
column-5 <box>1159 6 1562 2348</box>
article <box>1159 735 1562 765</box>
article <box>365 571 608 674</box>
article-divider <box>619 813 957 814</box>
article-headline: Η ΕΙΣΑΓΩΓΗ ΒΑΜΒΑΚΟΣΠΟΡΟΥ ΚΑΙ ΠΟΥΛΠΑΣ <box>986 433 1131 472</box>
article <box>969 1184 1148 1234</box>
article-headline: ΙΣΟΒΙΟΣ ΚΑΘΕΙΡΞΙΣ ΕΙΣ ΤΟΝ ΦΟΝΕΑ ΕΞΑΔΕΛΦΟΥ ΤΟΥ <box>373 928 599 955</box>
article <box>365 929 608 1002</box>
article-headline: ΗΡΧΙΣΕΝ Η ΛΕΙΤΟΥΡΓΙΑ ΤΗΣ ΥΠΗΡΕΣΙΑΣ ΕΛΕΓΧΟΥ ΕΔΑΦΙΚΩΝ ΠΡΟΪΟΝΤΩΝ ΖΩΪΚΗΣ ΠΡΟΕΛΕΥΣΕΩΣ <box>372 6 600 43</box>
article-headline: ΜΙΚΡΑΙ ΕΙΔΗΣΕΙΣ ΕΞ ΑΘΗΝΩΝ ΧΩΡΙΣ ΤΙΤΛΟΝ <box>22 1167 341 1203</box>
article-divider <box>969 1176 1148 1177</box>
article <box>10 424 353 600</box>
article-divider <box>1159 127 1562 128</box>
article-body: Καταδιώκεται ο εμφανισθείς ως έμπορος, ο οποίος επρομηθεύθη εμπορεύματα επί πιστώσει και εξηφανίσθη. <box>969 911 1148 942</box>
article-body: ΟΥΑΣΙΓΚΤΩΝ, 20.— Αφίκετο εις την Ουάσιγκτων ο Ιταλός Υπουργός διά σειράν συνομιλιών μετά του Αμερικανού Υπουργού των Εξωτερικών κ. Ρασκ. <box>1159 803 1562 823</box>
article-headline: ΚΑΤΕΔΙΚΑΣΘΗ ΕΚΤΑΛΕΙΝΤΙΝ ΕΚΚΛΗΜΑΤΩΝ <box>1012 250 1104 289</box>
article-divider <box>619 427 957 428</box>
article-divider <box>1159 827 1562 828</box>
article-divider <box>619 1273 957 1274</box>
article-headline: ΣΥΡΜΟΣ ΤΟΥ ΗΛΕΚΤΡΙΚΟΥ ΣΙΔΗΡΟΔΡΟΜΟΥ ΑΘΗΝΩΝ ΑΠΕΚΕΦΑΛΙΣΕΝ ΑΓΝΩΣΤΟΝ ΝΕΑΝΙΔΑ ΗΛΙΚΙΑΣ 22 ΕΤΩΝ <box>626 927 951 972</box>
article <box>969 333 1148 428</box>
article-subheadline: ΠΑΡΕΔΟΘΗ ΑΥΘΩΡΜΗΤΩΣ ΕΙΣ ΤΗΝ ΧΩΡΟΦΥΛΑΚΗΝ <box>634 49 943 63</box>
article-divider <box>619 271 957 272</box>
article-headline: ΜΕΤΑΦΕΡΟΝΤΑΙ ΣΗΜΕΡΟΝ ΔΙΑ ΤΟΥ «ΠΟΛΕΜΙΣΤΟΥ» ΤΑ ΟΣΤΑ ΤΩΝ ΕΝ ΙΤΑΛΙΑ ΑΠΟΘΑΝΟΝΤΩΝ ΚΑΙ ΠΝΙΓΕΝΤΩΝ ΚΑΤΑ ΤΗΝ ΑΙΧΜΑΛΩΣΙΑΝ ΤΩΝ ΕΛΛΗΝΩΝ ΣΤΡΑΤΙΩΤΩΝ <box>627 434 950 493</box>
article <box>1159 872 1562 903</box>
article-body: ΣΑΪΓΚΟΝ, 20.— Μεγάλαι είναι αι απώλειαι των κυβερνητικών δυνάμεων του Νοτίου Βιετνάμ εις τον αγώνα εναντίον των ανταρτών Βιετ Κογκ. Κατά τας τελευταίας συγκρούσεις εφονεύθησαν δεκάδες στρατιωτών. <box>1159 592 1562 623</box>
article <box>10 607 353 752</box>
price-row <box>365 373 608 383</box>
article-body: ΑΘΗΝΑΙ, 20.— Δι' αποφάσεως του Υπουργού Συντονισμού εχορηγήθη δάνειον εις τον Αυτόνομον Σταφιδικόν Οργανισμόν προς κάλυψιν των αποζημιώσεων αι οποίαι θα καταβληθούν εις όλους τους σταφιδοπαραγωγούς των οποίων αι καλλιέργειαι επλήγησαν εκ των θεομηνιών. Το ποσόν του δανείου ανέρχεται εις σημαντικόν ύψος και θα διατεθή αμέσως διά την έναρξιν των πληρωμών. Αι αποζημιώσεις θα καταβληθούν βάσει των πορισμάτων των επιτροπών εκτιμήσεως ζημιών. <box>10 676 353 748</box>
article-body: ΑΘΗΝΑΙ, 20.— Διά την σύναψιν νέας συμβάσεως μεταξύ ιατρών και ταμείων υγείας συνεχίζονται αι διαπραγματεύσεις. <box>1159 354 1562 374</box>
article-headline: ΤΟ ΤΑΜΕΙΟΝ ΑΡΤΕΡΓΑΤΩΝ ΕΙΣ ΠΛΗΡΗ ΑΔΥΝΑΜΙΑΝ ΝΑ ΑΝΤΑΠΟΚΡΙΘΗ ΕΙΣ ΤΑΣ ΥΠΟΧΡΕΩΣΕΙΣ ΤΟΥ <box>1188 133 1534 161</box>
article-body: ΑΘΗΝΑΙ, 20.— Εις πλήρη αδυναμίαν να ανταποκριθή εις τας υποχρεώσεις του ευρίσκεται το Ταμείον Αρτεργατών, λόγω της μειώσεως των εσόδων του. Οι συνταξιούχοι του Ταμείου παραμένουν απλήρωτοι. <box>1159 162 1562 193</box>
article-divider <box>969 518 1148 519</box>
article-headline: ΕΔΗΧΘΗ ΥΠΟ ΙΠΠΟΥ <box>420 1212 552 1227</box>
article-headline: Η ΔΙΑΝΟΗΤΙΚΗ ΚΑΘΥΣΤΕΡΗΣΙΣ ΤΩΝ ΒΡΕΦΩΝ ΔΕΝ ΟΦΕΙΛΕΤΑΙ ΕΙΣ ΤΑΣ ΑΣΘΕΝΕΙΑΣ ΝΟΣΟΥΣ ΑΛΛ' ΕΙΣ ΙΟΝ, ΤΟΝΙΖΟΥΝ ΑΜΕΡΙΚΑΝΟΙ ΙΑΤΡΟΙ <box>1160 203 1561 248</box>
article-body: Η κ. Μυρσίνη Βασιλικού, πρόεδρος του Συλλόγου, ανακοινοί την επανέναρξιν των μαθημάτων. — Την Κυριακήν 27 Σεπτεμβρίου θα γίνη το ετήσιον μνημόσυνον των πεσόντων. — Ο Λαογραφικός Σύλλογος οργανώνει έκθεσιν εις το Λευκόν Πύργον. <box>619 1229 957 1269</box>
article <box>365 760 608 843</box>
article-body: ΑΘΗΝΑΙ, 20.— Ο οδηγός αυτοκινήτου ταξί, ο οποίος εκτελούσε «πειρατικά» δρομολόγια, παρέσυρε και ετραυμάτισε τον χωροφύλακα ο οποίος επεχείρησε να τον σταματήση διά έλεγχον. Ο δράστης, καταδιωχθείς υπό περιπολικού της Άμεσου Δράσεως, επετέθη εκ νέου κατά των οργάνων της τάξεως, πριν συλληφθή τελικώς. Ο τραυματισθείς χωροφύλαξ νοσηλεύεται εις νοσοκομείον. Ο συλληφθείς οδηγήθη ενώπιον του εισαγγελέως. <box>619 353 957 423</box>
article-headline: ΚΟΙΝΩΝΙΚΗ ΥΠΗΡΕΣΙΑ ΕΚΤΑΚΤΩΝ ΠΕΡΙΣΤΑΤΙΚΩΝ ΣΥΝΕΣΤΗΘΗ ΕΙΣ ΑΘΗΝΑΣ <box>975 524 1142 564</box>
article-body: Ο Πρυτάνεως του Πανεπιστημίου ανακοινοί ότι αι εγγραφαί των πρωτοετών φοιτητών θα αρχίσουν την προσεχή εβδομάδα και θα διαρκέσουν μέχρι τέλους του μηνός. — Η Φοιτητική Λέσχη ανακοινοί ότι εις το εστιατόριον θα γίνωνται δεκτοί και οι νεοεισαχθέντες φοιτηταί. — Εκ της Σχολής Θετικών Επιστημών ανακοινούται το πρόγραμμα των εξετάσεων της περιόδου Σεπτεμβρίου. — Αι αιτήσεις διά τας υποτροφίας του Ι.Κ.Υ. υποβάλλονται μέχρι της 30ής Σεπτεμβρίου. <box>10 1086 353 1157</box>
article-divider <box>969 142 1148 143</box>
article-divider <box>969 610 1148 611</box>
article-headline: ΑΝΕΒΛΗΘΗ Η ΔΙΚΗ ΜΗΧΑΝΙΚΟΥ ΚΑΙ ΕΡΓΟΛΑΒΟΥ <box>998 1031 1119 1070</box>
article-divider <box>365 1253 608 1254</box>
article-body: ΚΑΒΑΛΑ, 20.— Την πρωίαν σήμερον ανευρέθη νεκρός εντός καλύβης εις την περιοχήν του χωρίου ο 78ετής γέρων, ο οποίος έζη μόνος. Ο ιατροδικαστής απεφάνθη ότι ο θάνατος οφείλεται εις φυσικά αίτια. <box>365 709 608 749</box>
column-2 <box>365 6 608 2348</box>
article <box>1159 698 1562 728</box>
article-divider <box>10 218 353 219</box>
article <box>619 1027 957 1118</box>
article-divider <box>1159 960 1562 961</box>
article-headline: ΕΚΔΡΟΜΗ ΤΗΣ «ΛΕΧΡΙΤΑΙ» ΕΚΑΣΤΟΥΝ ΠΡΟΚΑΡΟΝ <box>365 1153 608 1180</box>
gold-price-table <box>365 354 608 424</box>
article-body: ΑΘΗΝΑΙ, 20.— Υπό του Εφετείου Αθηνών επεκυρώθη η ποινή φυλακίσεως οκτώ μηνών, η οποία είχεν επιβληθή πρωτοδίκως εις τον διευθυντήν του εκκλησιαστικού περιοδικού «Νέμεσις» διά δημοσιεύματα κρινόμενα ως εξυβριστικά. Κατά την διαδικασίαν εξητάσθησαν μάρτυρες κατηγορίας και υπερασπίσεως, ο δε συνήγορος του κατηγορουμένου ανέπτυξε την άποψιν ότι τα δημοσιεύματα απετέλουν άσκησιν του δικαιώματος της κριτικής. Το δικαστήριον όμως απέρριψε τους ισχυρισμούς και επεκύρωσε την πρωτόδικον απόφασιν. Ο καταδικασθείς δικαιούται να ασκήση αναίρεσιν ενώπιον του Αρείου Πάγου εντός της νομίμου προθεσμίας. <box>10 312 353 413</box>
article-body: Ο Ελληνοαμερικανός επιχειρηματίας κ. Τομ Πάππας αφίκετο χθες εις την Θεσσαλονίκην, όπου ανεκοίνωσεν εις τους δημοσιογράφους ότι αι προπαρασκευαστικαί εργασίαι διά την εγκατάστασιν του εργοστασίου προχωρούν κανονικώς. Ο κ. Πάππας επεσκέφθη τον χώρον όπου θα ανεγερθή το εργοστάσιον και συνεργάσθη με τους αρμοδίους. <box>365 599 608 669</box>
article-body: Συνελήφθη ο 56ετής ο οποίος ισχυρίζετο ότι θεραπεύει τους ασθενείς «με την βοήθειαν του Θεού» και εισέπραττε χρηματικά ποσά. Παρεπέμφθη εις τον εισαγγελέα. <box>969 189 1148 240</box>
article-body: Ανεβλήθη η δίκη μηχανικού και εργολάβου οι οποίοι κατηγορούνται διά την κατάρρευσιν οικοδομής. <box>969 1072 1148 1103</box>
article-body: Κατεδικάσθη εις δεκάμηνον φυλάκισιν η κατηγορουμένη διά κλοπήν δακτυλιδίου. <box>1159 850 1504 860</box>
article-headline: ΑΡΧΙΖΟΥΝ ΣΗΜΕΡΟΝ ΑΙ ΕΚΔΗΛΩΣΕΙΣ ΤΗΣ «ΕΒΔΟΜΑΔΟΣ ΓΡ. ΛΑΜΠΡΑΚΗ» <box>368 146 604 173</box>
article <box>365 681 608 754</box>
price-row <box>365 414 608 423</box>
article-headline: ΣΥΜΠΟΣΙΟΝ ΕΠΙ ΤΩΝ ΙΑΤΡΙΚΩΝ ΕΦΑΡΜΟΓΩΝ ΤΩΝ ΣΠΙΝΘΗΡΟΓΡΑΦΗΣΕΩΣ ΡΑΔΙΟΪΣΟΤΟΠΩΝ ΟΡΓΑΝΟΥΤΑΙ ΤΟΝ ΑΠΡΙΛΙΟΝ ΕΙΣ ΤΑΣ ΑΘΗΝΑΣ <box>619 698 957 758</box>
article-headline: «ΠΕΙΡΑΤΗΣ» ΠΑΡΕΣΥΡΕ ΚΑΙ ΕΤΡΑΥΜΑΤΙΣΕ ΧΩΡΟΦΥΛΑΚΑ ΚΑΤΕΔΙΩΧΘΗ ΥΠΟ ΠΕΡΙΠΟΛΙΚΟΥ ΤΗΣ ΑΜΕΣΟΥ ΔΡΑΣΕΩΣ ΚΑΙ ΕΠΕΤΕΘΗ ΕΚ ΝΕΟΥ ΚΑΤ' ΑΥΤΟΥ ΕΝ ΣΥΝΕΛΑΜΒΑΝΕΤΟ <box>632 277 945 351</box>
article-headline: ΠΟΙΜΕΝΟΠΑΙΣ ΦΟΝΕΥΘΗΝΟΝ ΥΠΟ ΤΑΣ ΑΔΕΛΦΟΥ ΤΟΥ ΕΞΕΤΕΛΕΣΕ ΔΙΑ ΜΑΧΑΙΡΑΣ ΟΜΟΧΡΟΙΟΝ ΤΟΥ ΒΟΣΚΟΝ <box>635 6 942 50</box>
article <box>969 526 1148 611</box>
price-table-title: ΑΙ ΤΙΜΑΙ <box>464 339 509 351</box>
price-row <box>365 384 608 394</box>
article-headline: Ο ΔΗΜΟΣ ΞΑΝΘΗΣ ΔΕΝ ΠΛΗΡΩΝΕΙ ΤΟ ΠΡΟΣΩΠΙΚΟΝ ΤΟΥ <box>366 760 607 786</box>
article-divider <box>1159 331 1562 332</box>
price-coin-name: Ελβετίας <box>365 364 404 373</box>
price-coin-name: Γαλλίας <box>365 373 399 384</box>
article-body: ΣΟΦΙΑ, 20.— Εωρτάσθη μεγαλοπρεπώς η «Ημέρα του Βουλγαρικού Στρατού» με παρέλασιν τμημάτων όλων των όπλων. <box>1159 665 1530 686</box>
article <box>1159 562 1562 628</box>
article-headline: ΕΘΕΡΑΠΕΥΕ ΤΟΥΣ ΑΣΘΕΝΕΙΣ ΜΕ ΤΗΝ ΒΟΗΘΕΙΑΝ ΤΟΥ ΘΕΟΥ! <box>987 148 1130 187</box>
article-divider <box>619 560 957 561</box>
article <box>619 700 957 814</box>
article-body: Ο σύλλογος οργανώνει εκδρομήν την προσεχή Κυριακήν. Πληροφορίαι εις τα γραφεία του συλλόγου. <box>365 1182 608 1202</box>
article-body: ΒΕΡΟΙΑ, 20.— Ο Δήμος Βεροίας ανακοινοί την έναρξιν έργων εις την πόλιν. <box>1159 887 1480 898</box>
article-divider <box>10 897 353 898</box>
article-divider <box>365 1148 608 1149</box>
article-headline: ΔΑΝΕΙΟΝ ΕΙΣ ΤΟΝ ΑΣΟ ΠΡΟΣ ΚΑΤΑΒΟΛΗΝ ΑΠΟΖΗΜΙΩΣΕΩΝ ΕΙΣ ΟΛΟΥΣ ΤΟΥΣ ΠΛΗΓΕΝΤΑΣ ΣΤΑΦΙΔΟΠΑΡΑΓΩΓΟΥΣ <box>32 606 330 675</box>
article-body: ΑΘΗΝΑΙ, 20.— Δι' εγκυκλίου του Υπουργείου Προεδρίας της Κυβερνήσεως ορίζεται ότι θα χορηγηθούν άδειαι εις τους δημοσίους υπαλλήλους διά να μεταβούν και ψηφίσουν εις τας εκλογικάς περιφερείας όπου είναι εγγεγραμμένοι. Η διάρκεια των αδειών θα καθορισθή αναλόγως της αποστάσεως. <box>619 866 957 917</box>
article <box>10 225 353 417</box>
article-divider <box>365 1090 608 1091</box>
article <box>10 1169 353 1301</box>
article <box>1159 205 1562 285</box>
article-body: Ανακοινούται εκ της νομαρχίας Θεσσαλονίκης ότι ήρχισε λειτουργούσα η υπηρεσία ελέγχου των εδαφικών προϊόντων ζωικής προελεύσεως. Η υπηρεσία θα ελέγχη την ποιότητα του γάλακτος, του κρέατος και των λοιπών τροφίμων, τα οποία εισάγονται εις την πόλιν. Οι παραβάται των σχετικών διατάξεων θα παραπέμπωνται εις τα αρμόδια δικαστήρια. Η υπηρεσία στεγάζεται εις το κτίριον της Νομαρχίας και λειτουργεί καθ' όλας τας εργασίμους ημέρας. <box>365 45 608 136</box>
price-row <box>365 394 608 404</box>
article-subheadline: ΑΠΕΒΑΛΕ ΤΟ ΣΧΗΜΑ ΚΑΙ ΕΝΕΔΥΘΗ ΜΕ ΚΟΜΨΟΤΗΤΑ <box>630 191 947 205</box>
column-3 <box>619 6 957 2348</box>
article <box>1159 292 1562 332</box>
article-headline: ΜΕΓΑΛΑΙ ΑΙ ΑΠΩΛΕΙΑΙ ΤΩΝ ΒΙΕΤΝΑΜΙΤΩΝ ΕΙΣ ΤΟΝ ΠΟΛΕΜΟΝ ΕΝΑΝΤΙΟΝ ΤΩΝ ΒΙΕΤ ΚΟΓΚ <box>1174 560 1547 591</box>
article-divider <box>969 783 1148 784</box>
column-rule <box>1153 6 1154 2348</box>
price-value: 244,00—242,00 <box>544 373 608 384</box>
athens-prices-title: ΕΙΣ ΤΑΣ ΑΘΗΝΑΣ <box>442 426 530 438</box>
